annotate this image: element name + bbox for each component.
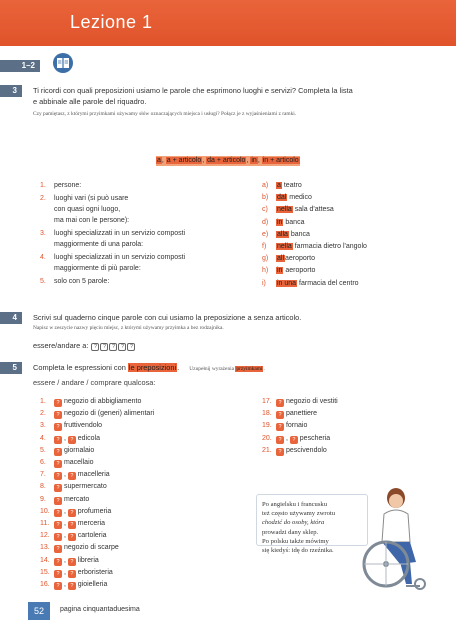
ex3-instruction-1: Ti ricordi con quali preposizioni usiamo le parole che esprimono luoghi e servizi? Completa la lista: [33, 86, 353, 95]
example-place: teatro: [281, 182, 302, 189]
preposition-blank[interactable]: ?: [276, 399, 284, 407]
expression-number: 9.: [40, 495, 46, 503]
note-line-1: Po angielsku i francusku: [262, 501, 328, 508]
preposition-blank[interactable]: ?: [54, 399, 62, 407]
expression-row: [40, 481, 107, 493]
marker-separator: ,: [62, 471, 68, 479]
expression-text: edicola: [75, 434, 100, 442]
expression-text: erboristeria: [75, 568, 113, 576]
expression-text: giornalaio: [62, 446, 95, 454]
preposition-blank[interactable]: ?: [54, 411, 62, 419]
expression-row: [262, 408, 317, 420]
preposition-blank[interactable]: ?: [68, 509, 76, 517]
expression-text: fornaio: [284, 422, 308, 430]
ex5-lead: essere / andare / comprare qualcosa:: [33, 378, 156, 387]
preposition-blank[interactable]: ?: [54, 460, 62, 468]
rule-3: da + articolo: [207, 157, 246, 164]
example-place: banca: [288, 230, 310, 238]
wheelchair-person-illustration: [360, 484, 440, 594]
tab-5: 5: [0, 362, 22, 374]
preposition-blank[interactable]: ?: [54, 509, 62, 517]
expression-text: negozio di abbigliamento: [62, 398, 142, 405]
expression-text: mercato: [62, 495, 90, 503]
answer-box-1[interactable]: ?: [91, 343, 99, 351]
example-row: [262, 265, 315, 277]
ex5-right-list: [262, 396, 442, 466]
tab-1-2: 1–2: [0, 60, 40, 72]
preposition-blank[interactable]: ?: [68, 436, 76, 444]
ex4-lead: essere/andare a:: [33, 341, 89, 350]
preposition-blank[interactable]: ?: [54, 472, 62, 480]
example-row: [262, 241, 367, 253]
rule-4: in: [251, 157, 257, 164]
expression-row: [262, 420, 307, 432]
category-number: 2.: [40, 195, 46, 202]
rule-5: in + articolo: [262, 157, 299, 164]
ex5-instruction-highlight: le preposizioni: [128, 363, 177, 372]
note-text: [262, 500, 364, 555]
expression-row: [262, 396, 338, 408]
example-row: [262, 180, 302, 192]
example-row: [262, 217, 304, 229]
marker-separator: ,: [62, 581, 68, 588]
expression-number: 1.: [40, 398, 46, 405]
expression-number: 16.: [40, 581, 50, 588]
expression-number: 6.: [40, 459, 46, 466]
preposition-blank[interactable]: ?: [54, 533, 62, 541]
preposition-blank[interactable]: ?: [54, 448, 62, 456]
expression-text: pescivendolo: [284, 446, 327, 454]
ex5-left-list: [40, 396, 240, 596]
example-row: [262, 192, 312, 204]
preposition-blank[interactable]: ?: [54, 545, 62, 553]
example-letter: a): [262, 182, 269, 189]
preposition-blank[interactable]: ?: [290, 436, 298, 444]
expression-text: gioielleria: [75, 581, 108, 588]
note-line-4: prowadzi dany sklep.: [262, 528, 319, 536]
expression-number: 19.: [262, 422, 272, 430]
example-place: banca: [283, 218, 305, 226]
ex5-sub-pre: Uzupełnij wyrażenia: [189, 366, 236, 372]
example-row: [262, 229, 310, 241]
expression-number: 8.: [40, 483, 46, 491]
expression-row: [40, 542, 119, 554]
page-number: 52: [28, 602, 50, 620]
expression-row: [40, 408, 154, 420]
marker-separator: ,: [62, 434, 68, 442]
category-text: maggiormente di più parole:: [54, 265, 141, 272]
expression-text: fruttivendolo: [62, 422, 103, 430]
lesson-title: Lezione 1: [70, 12, 153, 32]
expression-row: [40, 445, 94, 457]
expression-text: cartoleria: [75, 532, 107, 540]
expression-number: 14.: [40, 556, 50, 564]
example-preposition: alla: [277, 230, 288, 238]
preposition-blank[interactable]: ?: [68, 533, 76, 541]
category-text: luoghi vari (si può usare: [54, 195, 129, 202]
preposition-blank[interactable]: ?: [68, 521, 76, 529]
example-place: farmacia dietro l'angolo: [292, 243, 367, 250]
preposition-blank[interactable]: ?: [276, 411, 284, 419]
lesson-header: [0, 0, 456, 46]
ex5-instruction: [33, 363, 265, 374]
expression-row: [40, 518, 105, 530]
preposition-blank[interactable]: ?: [54, 484, 62, 492]
expression-row: [40, 396, 141, 408]
category-number: 1.: [40, 182, 46, 189]
preposition-blank[interactable]: ?: [54, 582, 62, 590]
category-text: persone:: [54, 182, 82, 189]
expression-row: [40, 579, 107, 591]
expression-number: 2.: [40, 410, 46, 418]
ex3-subtitle: Czy pamiętasz, z którymi przyimkami używamy słów oznaczających miejsca i usługi? Połącz je z wyjaśnieniami z ramki.: [33, 111, 297, 117]
preposition-blank[interactable]: ?: [54, 497, 62, 505]
expression-text: negozio di vestiti: [284, 398, 338, 405]
ex3-categories-list: [40, 180, 240, 285]
example-place: farmacia del centro: [297, 279, 359, 287]
preposition-blank[interactable]: ?: [276, 448, 284, 456]
category-number: 4.: [40, 254, 46, 261]
answer-box-5[interactable]: ?: [127, 343, 135, 351]
example-letter: f): [262, 243, 267, 250]
example-row: [262, 253, 315, 265]
category-row: [40, 180, 81, 192]
ex5-instruction-pre: Completa le espressioni con: [33, 363, 128, 372]
preposition-blank[interactable]: ?: [276, 436, 284, 444]
expression-row: [40, 494, 89, 506]
expression-number: 11.: [40, 520, 50, 527]
rule-2: a + articolo: [166, 157, 202, 164]
expression-text: supermercato: [62, 483, 107, 491]
preposition-blank[interactable]: ?: [54, 558, 62, 566]
answer-box-3[interactable]: ?: [109, 343, 117, 351]
category-row: [40, 276, 109, 288]
preposition-blank[interactable]: ?: [54, 436, 62, 444]
expression-number: 17.: [262, 398, 272, 405]
marker-separator: ,: [62, 556, 68, 564]
preposition-blank[interactable]: ?: [54, 423, 62, 431]
example-letter: e): [262, 230, 269, 238]
example-row: [262, 204, 334, 216]
expression-row: [40, 457, 94, 469]
ex5-sub-post: .: [263, 366, 265, 372]
expression-text: macellaio: [62, 459, 94, 466]
category-text: con quasi ogni luogo,: [54, 206, 121, 213]
expression-text: negozio di (generi) alimentari: [62, 410, 155, 418]
example-preposition: all: [277, 255, 285, 263]
expression-row: [40, 567, 113, 579]
example-letter: d): [262, 218, 269, 226]
ex4-instruction: Scrivi sul quaderno cinque parole con cui usiamo la preposizione a senza articolo.: [33, 313, 302, 322]
preposition-blank[interactable]: ?: [54, 570, 62, 578]
expression-number: 21.: [262, 446, 272, 454]
example-place: sala d'attesa: [292, 206, 334, 214]
expression-text: negozio di scarpe: [62, 544, 119, 552]
category-text: maggiormente di una parola:: [54, 241, 144, 248]
example-preposition: in una: [277, 279, 297, 287]
ex3-examples-list: [262, 180, 442, 290]
example-preposition: in: [277, 267, 283, 275]
category-text: luoghi specializzati in un servizio composti: [54, 254, 186, 261]
page-text: pagina cinquantaduesima: [60, 606, 140, 613]
preposition-blank[interactable]: ?: [68, 570, 76, 578]
category-text: ma mai con le persone):: [54, 217, 130, 224]
ex5-sub-highlight: przyimkami: [236, 366, 263, 372]
tab-4: 4: [0, 312, 22, 324]
category-number: 5.: [40, 278, 46, 285]
example-preposition: a: [277, 182, 281, 189]
example-preposition: nella: [277, 206, 292, 214]
preposition-blank[interactable]: ?: [68, 582, 76, 590]
expression-row: [40, 530, 107, 542]
expression-row: [40, 555, 99, 567]
category-text: luoghi specializzati in un servizio composti: [54, 230, 186, 237]
ex3-instruction-2: e abbinale alle parole del riquadro.: [33, 97, 147, 106]
rule-1: a: [157, 157, 161, 164]
tab-3: 3: [0, 85, 22, 97]
note-line-3: chodzić do osoby, która: [262, 519, 325, 527]
expression-number: 10.: [40, 507, 50, 515]
example-place: aeroporto: [285, 255, 315, 263]
note-line-2: też często używamy zwrotu: [262, 510, 336, 518]
ex5-subtitle: [189, 366, 265, 372]
example-preposition: in: [277, 218, 283, 226]
category-row: [40, 263, 141, 275]
marker-separator: ,: [62, 568, 68, 576]
example-preposition: dal: [277, 194, 287, 202]
example-letter: h): [262, 267, 269, 275]
expression-number: 5.: [40, 446, 46, 454]
example-letter: g): [262, 255, 269, 263]
expression-row: [40, 506, 111, 518]
example-place: aeroporto: [283, 267, 316, 275]
preposition-blank[interactable]: ?: [68, 558, 76, 566]
example-letter: i): [262, 279, 266, 287]
marker-separator: ,: [62, 520, 68, 527]
expression-row: [40, 420, 102, 432]
rule-box: a, a + articolo, da + articolo, in, in + articolo: [157, 157, 299, 164]
expression-text: libreria: [75, 556, 99, 564]
book-icon: [53, 53, 73, 73]
category-row: [40, 215, 129, 227]
expression-row: [262, 433, 330, 445]
example-letter: c): [262, 206, 268, 214]
expression-number: 13.: [40, 544, 50, 552]
preposition-blank[interactable]: ?: [68, 472, 76, 480]
example-place: medico: [287, 194, 312, 202]
category-row: [40, 239, 143, 251]
expression-text: panettiere: [284, 410, 318, 418]
expression-text: merceria: [75, 520, 106, 527]
example-row: [262, 278, 359, 290]
expression-number: 18.: [262, 410, 272, 418]
marker-separator: ,: [284, 434, 290, 442]
example-letter: b): [262, 194, 269, 202]
expression-number: 15.: [40, 568, 50, 576]
note-line-5: Po polsku także mówimy: [262, 537, 329, 545]
preposition-blank[interactable]: ?: [54, 521, 62, 529]
expression-number: 3.: [40, 422, 46, 430]
expression-row: [262, 445, 327, 457]
marker-separator: ,: [62, 532, 68, 540]
example-preposition: nella: [277, 243, 292, 250]
expression-number: 12.: [40, 532, 50, 540]
expression-number: 7.: [40, 471, 46, 479]
answer-box-2[interactable]: ?: [100, 343, 108, 351]
expression-number: 4.: [40, 434, 46, 442]
category-text: solo con 5 parole:: [54, 278, 110, 285]
expression-number: 20.: [262, 434, 272, 442]
expression-row: [40, 433, 100, 445]
ex4-answer-line: [33, 340, 136, 351]
preposition-blank[interactable]: ?: [276, 423, 284, 431]
ex4-subtitle: Napisz w zeszycie nazwy pięciu miejsc, z którymi używamy przyimka a bez rodzajnika.: [33, 325, 224, 331]
expression-text: macelleria: [75, 471, 110, 479]
note-line-6: się kiedyś: idę do rzeźnika.: [262, 547, 334, 555]
answer-box-4[interactable]: ?: [118, 343, 126, 351]
ex5-instruction-post: .: [177, 363, 180, 372]
expression-text: pescheria: [297, 434, 331, 442]
expression-row: [40, 469, 110, 481]
category-number: 3.: [40, 230, 46, 237]
marker-separator: ,: [62, 507, 68, 515]
expression-text: profumeria: [75, 507, 112, 515]
